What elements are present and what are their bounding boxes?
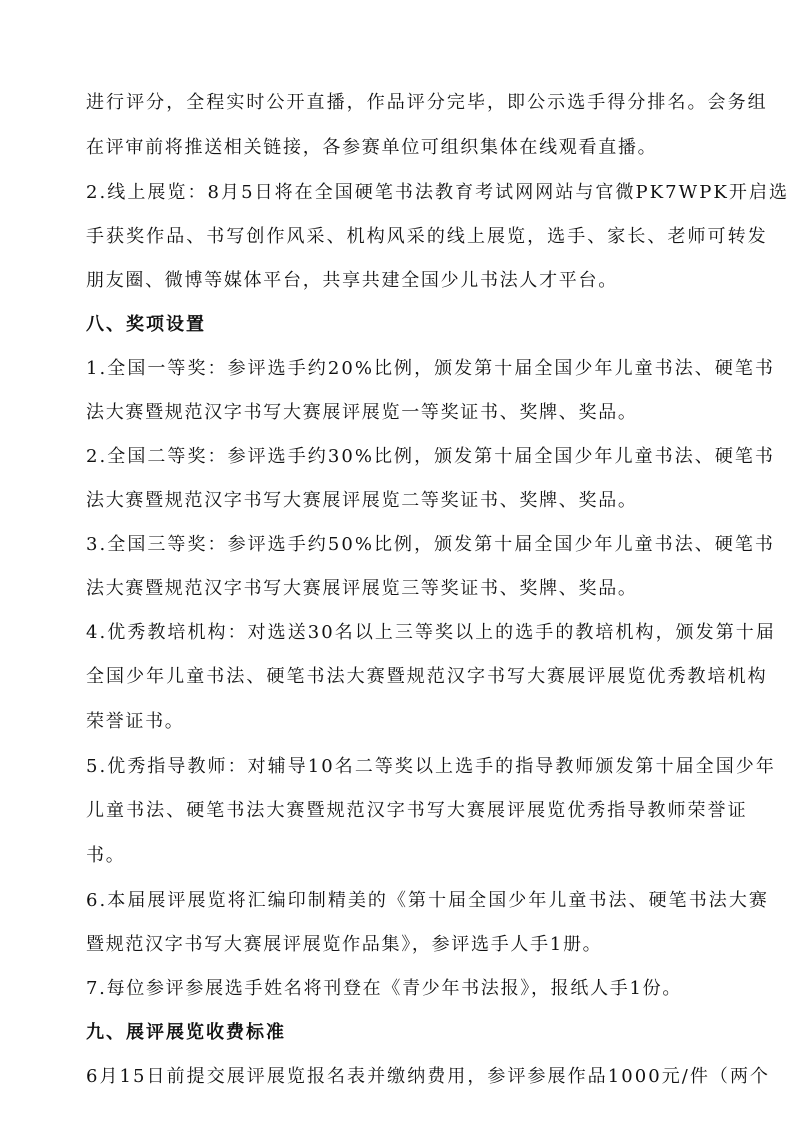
list-item-online-exhibition: 2.线上展览：8月5日将在全国硬笔书法教育考试网网站与官微PK7WPK开启选 <box>86 182 790 203</box>
paragraph-line: 法大赛暨规范汉字书写大赛展评展览三等奖证书、奖牌、奖品。 <box>86 578 638 599</box>
paragraph-line: 法大赛暨规范汉字书写大赛展评展览二等奖证书、奖牌、奖品。 <box>86 490 638 511</box>
paragraph-line: 手获奖作品、书写创作风采、机构风采的线上展览，选手、家长、老师可转发 <box>86 226 768 247</box>
section-heading-awards: 八、奖项设置 <box>86 314 206 335</box>
paragraph-line: 暨规范汉字书写大赛展评展览作品集》，参评选手人手1册。 <box>86 934 603 955</box>
paragraph-line: 荣誉证书。 <box>86 711 185 732</box>
paragraph-line: 6月15日前提交展评展览报名表并缴纳费用，参评参展作品1000元/件（两个 <box>86 1066 771 1087</box>
list-item-newspaper: 7.每位参评参展选手姓名将刊登在《青少年书法报》，报纸人手1份。 <box>86 978 683 999</box>
paragraph-line: 法大赛暨规范汉字书写大赛展评展览一等奖证书、奖牌、奖品。 <box>86 402 638 423</box>
paragraph-line: 在评审前将推送相关链接，各参赛单位可组织集体在线观看直播。 <box>86 137 658 158</box>
list-item-collection: 6.本届展评展览将汇编印制精美的《第十届全国少年儿童书法、硬笔书法大赛 <box>86 890 769 911</box>
list-item-excellent-teacher: 5.优秀指导教师：对辅导10名二等奖以上选手的指导教师颁发第十届全国少年 <box>86 756 776 777</box>
paragraph-line: 进行评分，全程实时公开直播，作品评分完毕，即公示选手得分排名。会务组 <box>86 92 768 113</box>
list-item-second-prize: 2.全国二等奖：参评选手约30%比例，颁发第十届全国少年儿童书法、硬笔书 <box>86 446 775 467</box>
paragraph-line: 朋友圈、微博等媒体平台，共享共建全国少儿书法人才平台。 <box>86 270 618 291</box>
list-item-third-prize: 3.全国三等奖：参评选手约50%比例，颁发第十届全国少年儿童书法、硬笔书 <box>86 534 775 555</box>
paragraph-line: 儿童书法、硬笔书法大赛暨规范汉字书写大赛展评展览优秀指导教师荣誉证 <box>86 800 748 821</box>
paragraph-line: 全国少年儿童书法、硬笔书法大赛暨规范汉字书写大赛展评展览优秀教培机构 <box>86 666 768 687</box>
section-heading-fees: 九、展评展览收费标准 <box>86 1022 286 1043</box>
list-item-excellent-institution: 4.优秀教培机构：对选送30名以上三等奖以上的选手的教培机构，颁发第十届 <box>86 622 776 643</box>
list-item-first-prize: 1.全国一等奖：参评选手约20%比例，颁发第十届全国少年儿童书法、硬笔书 <box>86 358 775 379</box>
paragraph-line: 书。 <box>86 845 126 866</box>
